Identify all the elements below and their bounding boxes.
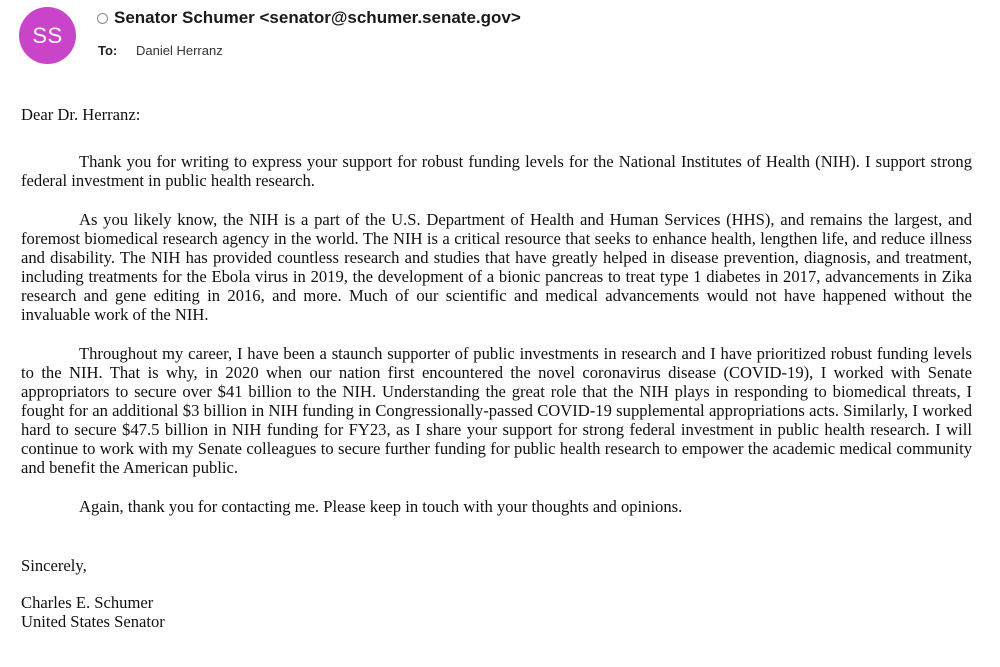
- closing: Sincerely,: [21, 556, 87, 575]
- body-paragraph-3: Throughout my career, I have been a staunch supporter of public investments in research and I have prioritized robust funding levels to the NIH. That is why, in 2020 when our nation first encountered the novel coronavirus disease (COVID-19), I worked with Senate appropriators to secure over $41 billion to the NIH. Understanding the great role that the NIH plays in responding to biomedical threats, I fought for an additional $3 billion in NIH funding in Congressionally-passed COVID-19 supplemental appropriations acts. Similarly, I worked hard to secure $47.5 billion in NIH funding for FY23, as I share your support for strong federal investment in public health research. I will continue to work with my Senate colleagues to secure further funding for public health research to empower the academic medical community and benefit the American public.: [21, 344, 972, 477]
- email-body: [21, 105, 972, 631]
- unread-indicator-icon[interactable]: [97, 13, 108, 24]
- body-paragraph-4: Again, thank you for contacting me. Please keep in touch with your thoughts and opinions.: [79, 497, 683, 516]
- recipient-name[interactable]: Daniel Herranz: [136, 43, 223, 58]
- to-label: To:: [98, 43, 118, 58]
- salutation: Dear Dr. Herranz:: [21, 105, 141, 124]
- sender-row: [97, 8, 521, 28]
- sender-avatar: [19, 7, 76, 64]
- signature-title: United States Senator: [21, 612, 165, 631]
- recipient-row: [98, 43, 223, 58]
- signature-name: Charles E. Schumer: [21, 593, 154, 612]
- avatar-initials: SS: [32, 22, 63, 48]
- sender-name: Senator Schumer <senator@schumer.senate.gov>: [114, 8, 521, 27]
- body-paragraph-1: Thank you for writing to express your support for robust funding levels for the National Institutes of Health (NIH). I support strong federal investment in public health research.: [21, 152, 972, 190]
- email-header: [0, 0, 1000, 80]
- body-paragraph-2: As you likely know, the NIH is a part of the U.S. Department of Health and Human Services (HHS), and remains the largest, and foremost biomedical research agency in the world. The NIH is a critical resource that seeks to enhance health, lengthen life, and reduce illness and disability. The NIH has provided countless research and studies that have greatly helped in disease prevention, diagnosis, and treatment, including treatments for the Ebola virus in 2019, the development of a bionic pancreas to treat type 1 diabetes in 2017, advancements in Zika research and gene editing in 2016, and more. Much of our scientific and medical advancements would not have happened without the invaluable work of the NIH.: [21, 210, 972, 324]
